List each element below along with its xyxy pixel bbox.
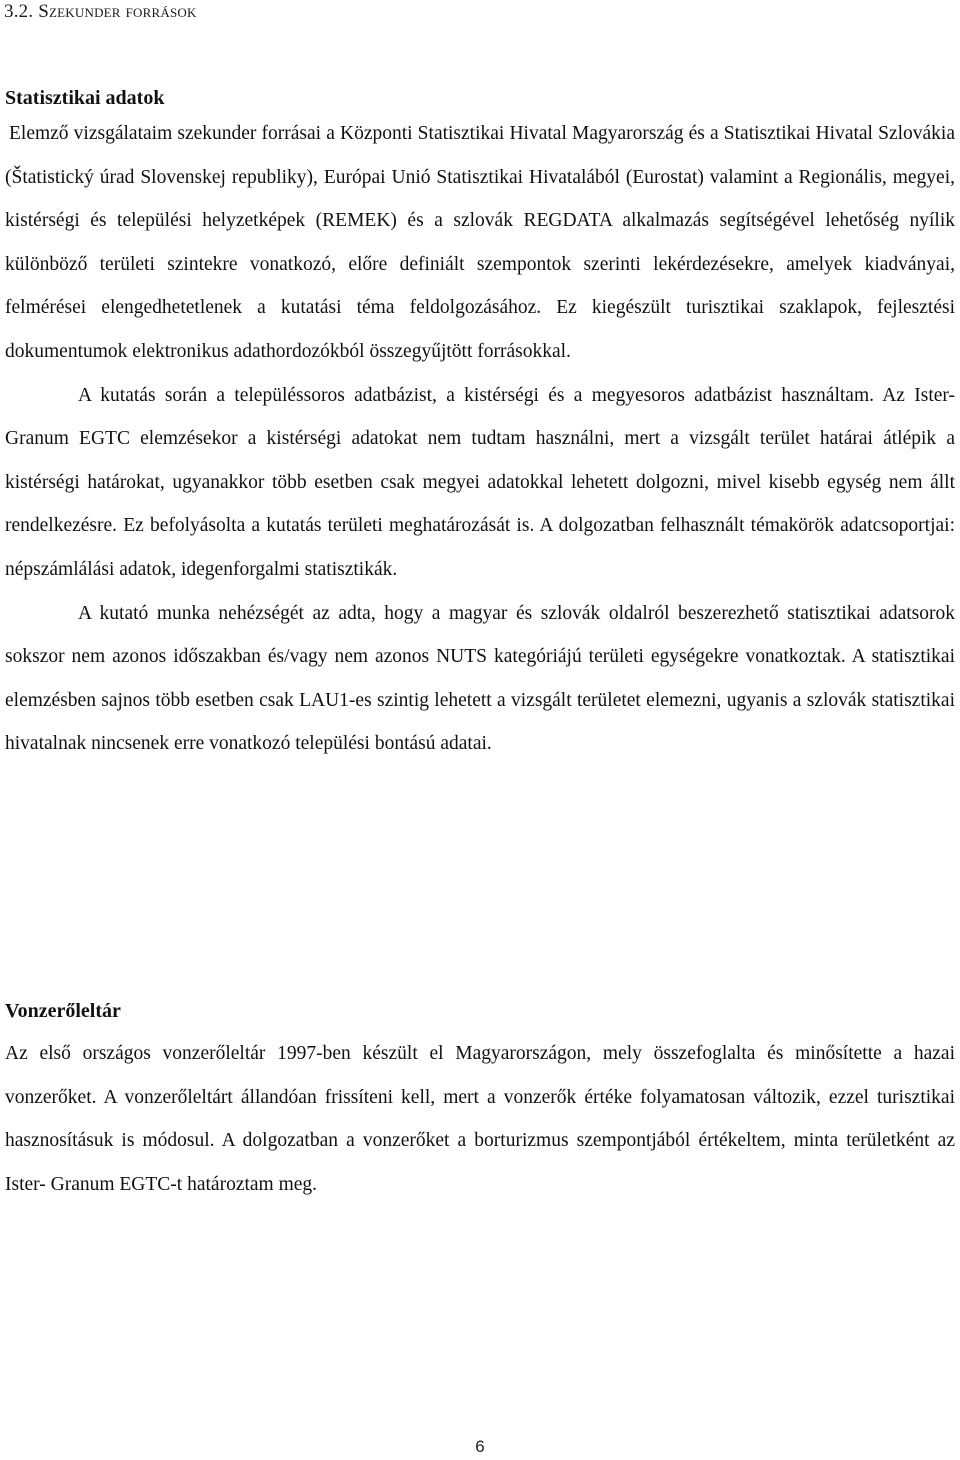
vonzero-section: [5, 999, 955, 1206]
page-number: 6: [475, 1437, 485, 1456]
statisztikai-paragraph-3: A kutató munka nehézségét az adta, hogy a magyar és szlovák oldalról beszerezhető statisztikai adatsorok sokszor nem azonos időszakban és/vagy nem azonos NUTS kategóriájú területi egységekre vonatkoztak. A statisztikai elemzésben sajnos több esetben csak LAU1-es szintig lehetett a vizsgált területet elemezni, ugyanis a szlovák statisztikai hivatalnak nincsenek erre vonatkozó települési bontású adatai.: [5, 602, 955, 755]
statisztikai-heading: Statisztikai adatok: [5, 87, 165, 109]
vonzero-paragraph-1: Az első országos vonzerőleltár 1997-ben készült el Magyarországon, mely összefoglalta és minősítette a hazai vonzerőket. A vonzerőleltárt állandóan frissíteni kell, mert a vonzerők értéke folyamatosan változik, ezzel turisztikai hasznosításuk is módosul. A dolgozatban a vonzerőket a borturizmus szempontjából értékeltem, minta területként az Ister- Granum EGTC-t határoztam meg.: [5, 1043, 955, 1195]
statisztikai-paragraph-2: A kutatás során a településsoros adatbázist, a kistérségi és a megyesoros adatbázist használtam. Az Ister- Granum EGTC elemzésekor a kistérségi adatokat nem tudtam használni, mert a vizsgált terület határai átlépik a kistérségi határokat, ugyanakkor több esetben csak megyei adatokkal lehetett dolgozni, mivel kisebb egység nem állt rendelkezésre. Ez befolyásolta a kutatás területi meghatározását is. A dolgozatban felhasznált témakörök adatcsoportjai: népszámlálási adatok, idegenforgalmi statisztikák.: [5, 384, 955, 580]
statisztikai-paragraph-1: Elemző vizsgálataim szekunder forrásai a Központi Statisztikai Hivatal Magyarország és a Statisztikai Hivatal Szlovákia (Štatistický úrad Slovenskej republiky), Európai Unió Statisztikai Hivatalából (Eurostat) valamint a Regionális, megyei, kistérségi és települési helyzetképek (REMEK) és a szlovák REGDATA alkalmazás segítségével lehetőség nyílik különböző területi szintekre vonatkozó, előre definiált szempontok szerinti lekérdezésekre, amelyek kiadványai, felmérései elengedhetetlenek a kutatási téma feldolgozásához. Ez kiegészült turisztikai szaklapok, fejlesztési dokumentumok elektronikus adathordozókból összegyűjtött forrásokkal.: [5, 123, 955, 362]
statisztikai-section: [5, 86, 955, 766]
section-heading: 3.2. Szekunder források: [4, 1, 197, 22]
vonzero-heading: Vonzerőleltár: [5, 1000, 121, 1022]
